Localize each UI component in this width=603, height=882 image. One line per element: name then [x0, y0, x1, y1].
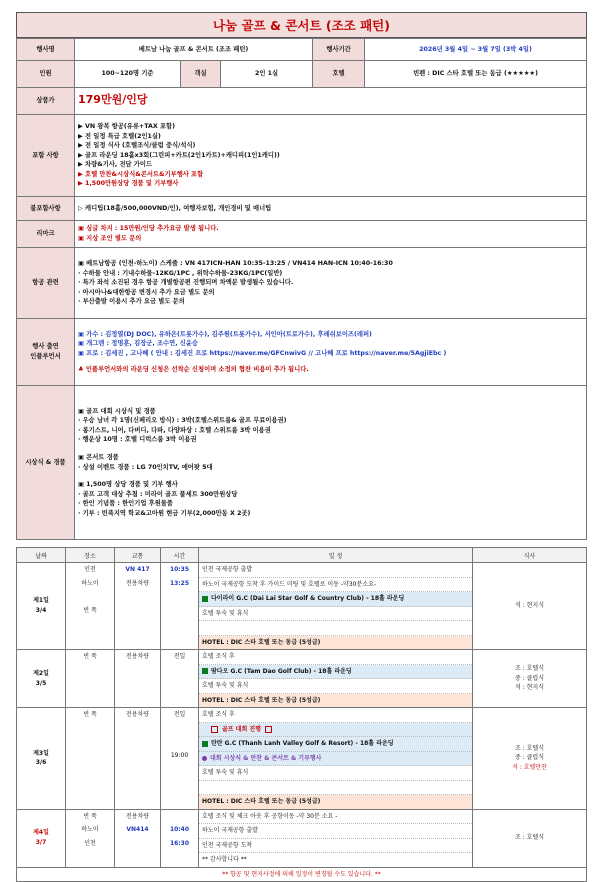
place-cell: [66, 650, 115, 708]
itinerary-item: 호텔 투숙 및 휴식: [199, 766, 472, 781]
schedule-footer-note: ** 항공 및 현지사정에 의해 일정이 변경될 수도 있습니다. **: [16, 868, 587, 882]
place: 하노이: [81, 579, 99, 587]
trophy-icon: [202, 756, 207, 761]
itinerary-hotel: HOTEL : DIC 스타 호텔 또는 동급 (5성급): [199, 795, 472, 809]
price-label: 상품가: [17, 88, 75, 115]
square-bullet-icon: [211, 726, 218, 733]
performers-list: [75, 319, 587, 386]
transport-cell: [115, 809, 161, 867]
meal: 중 : 클럽식: [514, 754, 545, 762]
meal: 석 : 현지식: [514, 684, 545, 692]
time-cell: [161, 563, 199, 650]
award-item: · 상설 이벤트 경품 : LG 70인치TV, 에어팟 5대: [78, 463, 213, 471]
transport: 전용차량: [125, 653, 150, 660]
award-item: · 행운상 10명 : 호텔 디럭스룸 3박 이용권: [78, 436, 197, 444]
place: 빈 푹: [83, 812, 97, 820]
golf-flag-icon: [202, 596, 208, 602]
includes-item: ▶ 1,500만원상당 경품 및 기부행사: [78, 180, 179, 188]
itinerary-item: 하노이 국제공항 출발: [199, 824, 472, 839]
time: 13:25: [169, 579, 190, 587]
square-bullet-icon: [265, 726, 272, 733]
period-label: 행사기간: [313, 39, 365, 61]
itinerary-item: 호텔 조식 및 체크 아웃 후 공항이동 -약 30분 소요 -: [199, 810, 472, 825]
itinerary-hotel: HOTEL : DIC 스타 호텔 또는 동급 (5성급): [199, 694, 472, 708]
meal: 조 : 호텔식: [514, 834, 545, 842]
itinerary-item: 대회 시상식 & 만찬 & 콘서트 & 기부행사: [210, 754, 322, 762]
itinerary-item: 인천 국제공항 출발: [199, 563, 472, 578]
day-date: 3/4: [35, 607, 47, 614]
itinerary-item: 하노이 국제공항 도착 후 가이드 미팅 및 호텔로 이동 -약30분소요-: [199, 578, 472, 593]
day-date: 3/6: [35, 759, 47, 767]
time: 전일: [173, 711, 186, 718]
itinerary-item: [199, 781, 472, 796]
performers-label-line: 인플루언서: [30, 353, 61, 360]
schedule-table: [16, 547, 587, 868]
itinerary-cell: [199, 650, 473, 708]
day-cell: [17, 708, 66, 810]
meal-cell: [473, 708, 587, 810]
price-value: 179만원/인당: [78, 93, 148, 107]
info-table: [16, 38, 587, 540]
place-cell: [66, 708, 115, 810]
meal: 조 : 호텔식: [514, 665, 545, 673]
time: 전일: [173, 653, 186, 660]
award-item: · 한인 기념품 : 한인기업 후원물품: [78, 500, 173, 508]
flight-label: 항공 관련: [17, 248, 75, 319]
includes-item: ▶ 전 일정 식사 (호텔조식/클럽 중식/석식): [78, 142, 196, 150]
includes-item: ▶ VN 왕복 항공(유류+TAX 포함): [78, 122, 175, 130]
schedule-row-day1: [17, 563, 587, 650]
itinerary-item: 땀다오 G.C (Tam Dao Golf Club) - 18홀 라운딩: [211, 667, 352, 675]
day-number: 제3일: [33, 749, 49, 757]
meal: 석 : 호텔만찬: [512, 764, 547, 772]
people-count: 100~120명 기준: [75, 61, 181, 88]
meal-cell: [473, 563, 587, 650]
includes-item: ▶ 차량&기사, 전담 가이드: [78, 161, 153, 169]
remark-item: ▣ 지상 조인 별도 문의: [78, 235, 142, 242]
schedule-header: 식사: [473, 548, 587, 563]
itinerary-item: [199, 621, 472, 636]
day-number: 제4일: [33, 829, 49, 837]
schedule-header: 시간: [161, 548, 199, 563]
golf-cart-icon: [202, 668, 208, 674]
page-title: 나눔 골프 & 콘서트 (조조 패턴): [16, 12, 587, 38]
place: 빈 푹: [83, 711, 97, 718]
place: [68, 590, 112, 604]
includes-label: 포함 사항: [17, 115, 75, 197]
time: 19:00: [170, 751, 189, 759]
transport: 전용차량: [125, 711, 150, 718]
award-item: · 롱기스트, 니어, 다버디, 다파, 다양파상 : 호텔 스위트룸 3박 이용권: [78, 426, 271, 434]
flight-list: [75, 248, 587, 319]
award-item: · 우승 남녀 각 1명(신페리오 방식) : 3박(호텔스위트룸& 골프 무료이용권): [78, 417, 287, 425]
itinerary-item: 인천 국제공항 도착: [199, 839, 472, 854]
remark-item: ▣ 싱글 차지 : 15만원/인당 추가요금 발생 됩니다.: [78, 225, 219, 233]
meal: 중 : 클럽식: [514, 674, 545, 682]
performers-note: ♣ 인플루언서와의 라운딩 신청은 선착순 신청이며 소정의 협찬 비용이 추가 됩니다.: [78, 365, 309, 373]
day-number: 제1일: [33, 597, 49, 605]
meal: 조 : 호텔식: [514, 744, 545, 752]
award-item: · 골프 고객 대상 추첨 : 미라이 골프 풀세트 300만원상당: [78, 490, 238, 498]
people-label: 인원: [17, 61, 75, 88]
event-name: 베트남 나눔 골프 & 콘서트 (조조 패턴): [75, 39, 313, 61]
place: 하노이: [81, 826, 99, 833]
itinerary-item: 골프 대회 진행: [222, 725, 261, 733]
place-cell: [66, 809, 115, 867]
excludes-label: 불포함사항: [17, 197, 75, 221]
transport: 전용차량: [125, 579, 150, 587]
performers-label-line: 행사 출연: [32, 343, 59, 351]
performer-item: ▣ 개그맨 : 정명훈, 김장군, 조수연, 신윤승: [78, 340, 199, 348]
includes-item: ▶ 전 일정 특급 호텔(2인1실): [78, 132, 161, 140]
schedule-row-day4: [17, 809, 587, 867]
itinerary-item: 호텔 조식 후: [199, 708, 472, 723]
remarks-label: 리마크: [17, 221, 75, 248]
itinerary-cell: [199, 563, 473, 650]
document: [16, 12, 587, 882]
awards-label: 시상식 & 경품: [17, 386, 75, 540]
includes-list: [75, 115, 587, 197]
transport-cell: [115, 563, 161, 650]
performers-label: [17, 319, 75, 386]
time: 10:40: [169, 826, 190, 833]
time-cell: [161, 809, 199, 867]
hotel-name: 빈펜 : DIC 스타 호텔 또는 동급 (★★★★★): [365, 61, 587, 88]
award-item: ▣ 골프 대회 시상식 및 경품: [78, 407, 156, 415]
award-item: ▣ 콘서트 경품: [78, 453, 119, 461]
time: 10:35: [169, 566, 190, 573]
itinerary-cell: [199, 708, 473, 810]
day-cell: [17, 650, 66, 708]
meal-cell: [473, 650, 587, 708]
meal-cell: [473, 809, 587, 867]
remarks-list: [75, 221, 587, 248]
schedule-row-day3: [17, 708, 587, 810]
flight-item: ▣ 베트남항공 (인천-하노이) 스케줄 : VN 417ICN-HAN 10:35-13:25 / VN414 HAN-ICN 10:40-16:30: [78, 260, 393, 268]
event-name-label: 행사명: [17, 39, 75, 61]
award-item: [78, 445, 583, 453]
transport-cell: [115, 708, 161, 810]
schedule-header: 장소: [66, 548, 115, 563]
transport: 전용차량: [125, 812, 150, 820]
schedule-header: 날짜: [17, 548, 66, 563]
day-date: 3/7: [35, 839, 47, 846]
golf-flag-icon: [202, 741, 208, 747]
room-label: 객실: [181, 61, 221, 88]
place: 인천: [84, 839, 96, 847]
excludes-text: ▷ 캐디팁(18홀/500,000VND/인), 여행자보험, 개인경비 및 매너팁: [75, 197, 587, 221]
flight-item: · 특가 좌석 소진된 경우 항공 개별항공편 진행되며 차액분 발생될수 있습니다.: [78, 279, 294, 287]
place-cell: [66, 563, 115, 650]
transport-cell: [115, 650, 161, 708]
room-type: 2인 1실: [221, 61, 313, 88]
itinerary-item: 호텔 투숙 및 휴식: [199, 607, 472, 622]
transport: VN 417: [125, 566, 150, 573]
hotel-label: 호텔: [313, 61, 365, 88]
includes-item: ▶ 골프 라운딩 18홀x3회(그린피+카트(2인1카트)+캐디피(1인1캐디)): [78, 151, 280, 159]
itinerary-item: 호텔 투숙 및 휴식: [199, 679, 472, 694]
schedule-header: 교통: [115, 548, 161, 563]
day-cell: [17, 809, 66, 867]
time-cell: [161, 650, 199, 708]
itinerary-cell: [199, 809, 473, 867]
time: 16:30: [169, 839, 190, 847]
award-item: [78, 472, 583, 480]
performer-item: ▣ 가수 : 김정열(DJ DOC), 유하은(트롯가수), 김주원(트롯가수), 서인아(트로가수), 후레쉬보이즈(래퍼): [78, 330, 372, 338]
itinerary-item: 다이라이 G.C (Dai Lai Star Golf & Country Club) - 18홀 라운딩: [211, 595, 405, 602]
event-period: 2026년 3월 4일 ~ 3월 7일 (3박 4일): [365, 39, 587, 61]
awards-list: [75, 386, 587, 540]
day-number: 제2일: [33, 669, 49, 677]
time-cell: [161, 708, 199, 810]
award-item: · 기부 : 빈푹지역 학교&고아원 현금 기부(2,000만동 X 2곳): [78, 509, 251, 517]
itinerary-item: 탄란 G.C (Thanh Lanh Valley Golf & Resort) - 18홀 라운딩: [211, 740, 394, 747]
itinerary-hotel: HOTEL : DIC 스타 호텔 또는 동급 (5성급): [199, 636, 472, 650]
flight-item: · 아시아나&대한항공 변경시 추가 요금 별도 문의: [78, 288, 215, 296]
place: 빈 푹: [83, 606, 97, 614]
award-item: ▣ 1,500명 상당 경품 및 기부 행사: [78, 481, 178, 489]
schedule-header: 일 정: [199, 548, 473, 563]
flight-item: · 수하물 안내 : 기내수하물-12KG/1PC , 위탁수하물-23KG/1PC(일반): [78, 269, 283, 277]
itinerary-item: 호텔 조식 후: [199, 650, 472, 665]
flight-item: · 부산출발 이용시 추가 요금 별도 문의: [78, 298, 185, 306]
meal: 석 : 현지식: [514, 602, 545, 610]
includes-item: ▶ 호텔 만찬&시상식&콘서트&기부행사 포함: [78, 170, 204, 178]
schedule-row-day2: [17, 650, 587, 708]
transport: VN414: [126, 826, 149, 833]
day-cell: [17, 563, 66, 650]
place: 인천: [84, 566, 96, 573]
place: 빈 푹: [83, 653, 97, 660]
day-date: 3/5: [35, 679, 47, 687]
itinerary-item: ** 감사합니다 **: [202, 856, 247, 863]
performer-item: ▣ 프로 : 김세진 , 고나혜 ( 안내 : 김세진 프로 https://naver.me/GFCnwivG // 고나혜 프로 https://naver.me/5AgjiEbc ): [78, 350, 447, 357]
